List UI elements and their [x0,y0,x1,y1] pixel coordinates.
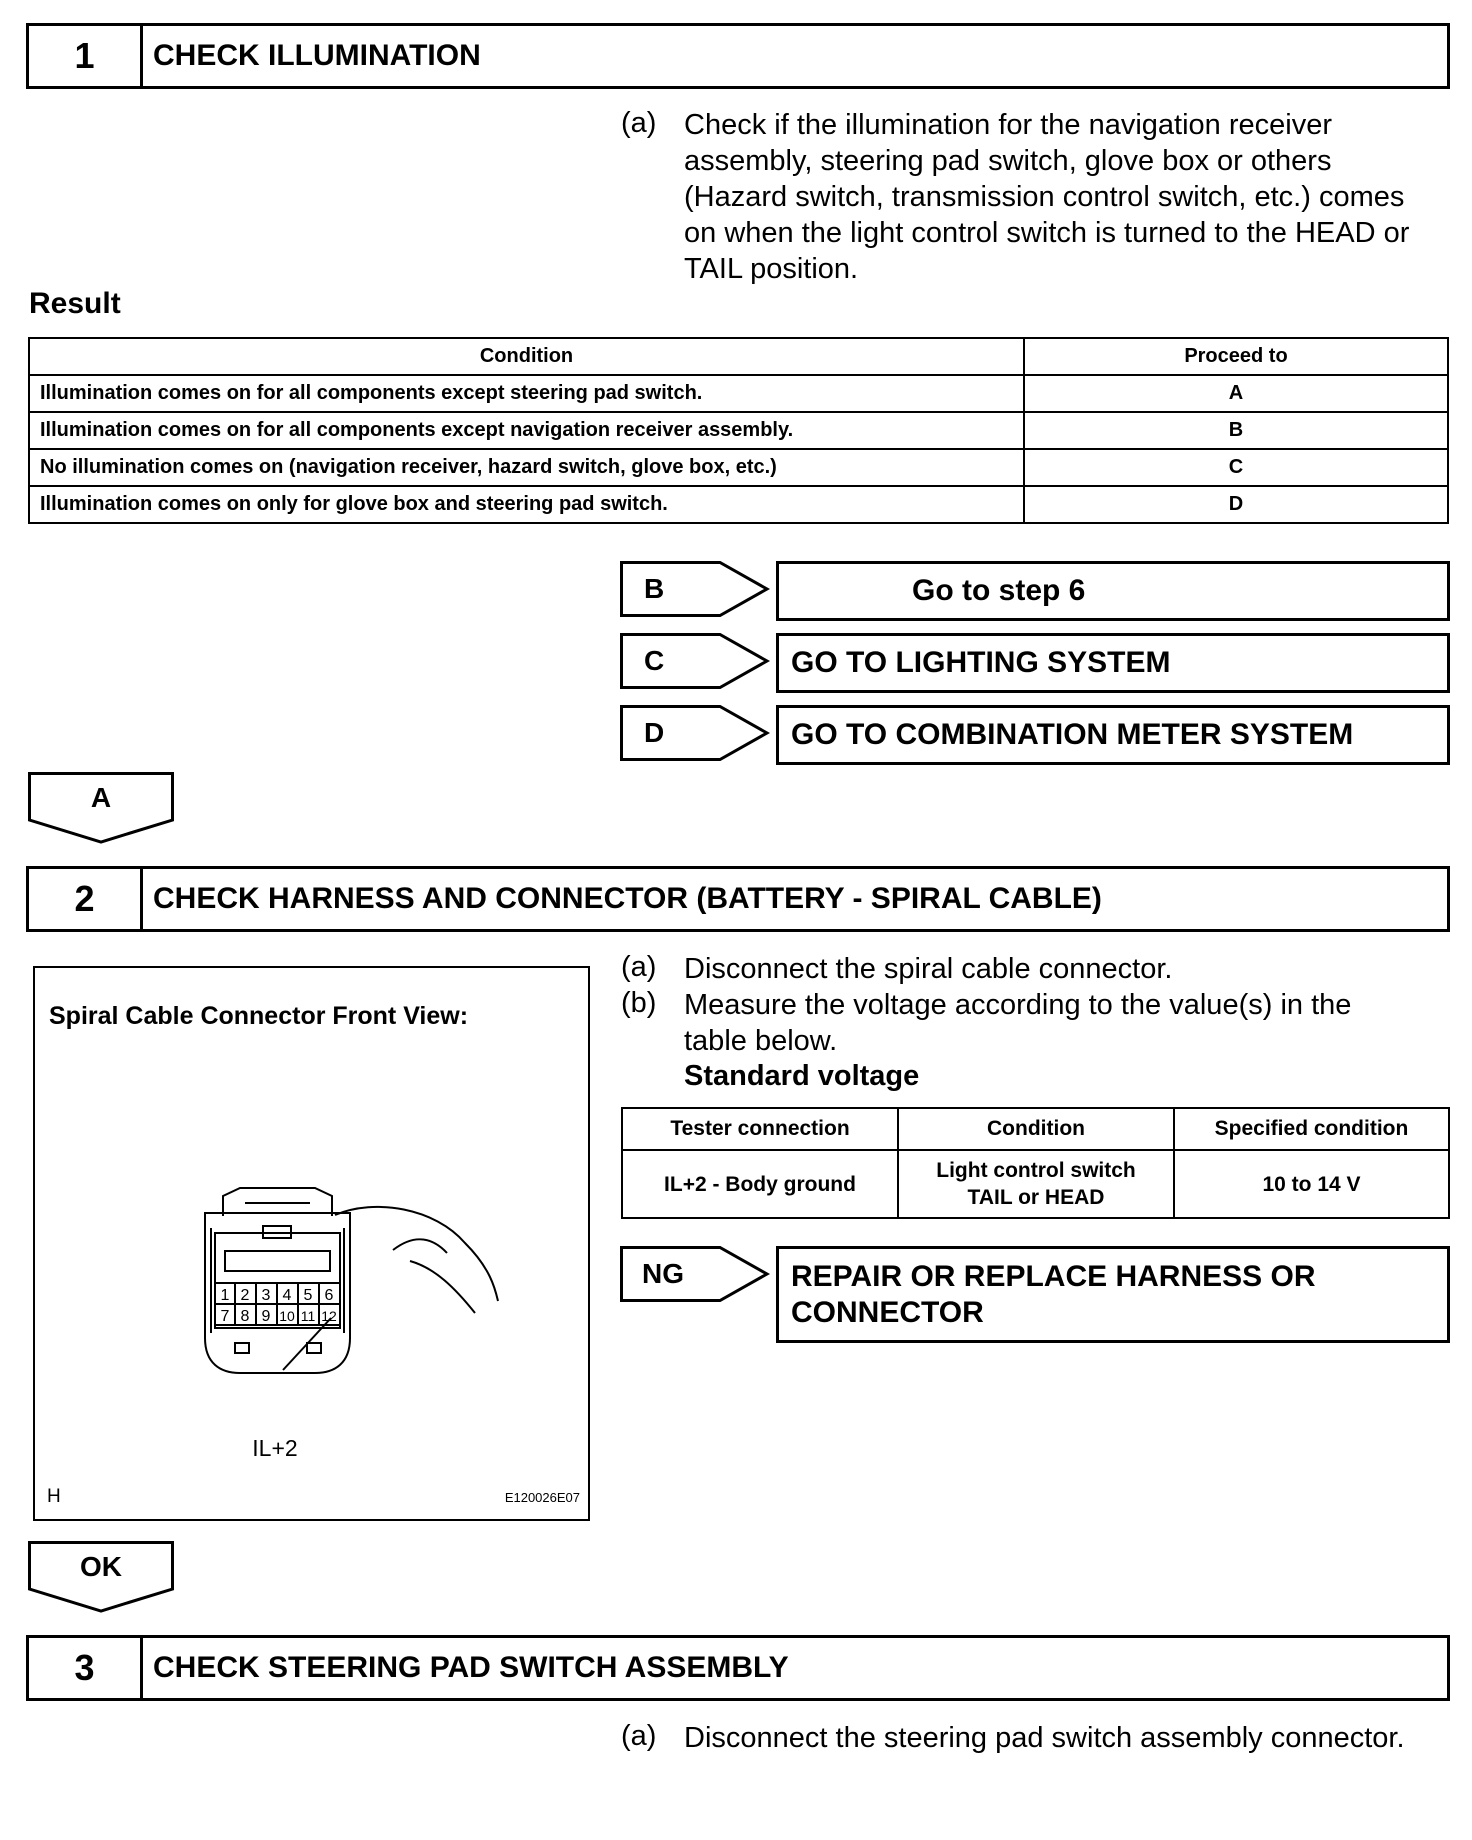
branch-tag-label: NG [642,1258,684,1289]
table-header-row [29,338,1448,375]
item-a-text: Disconnect the spiral cable connector. [684,953,1173,985]
specified-condition-cell: 10 to 14 V [1174,1150,1449,1218]
branch-destination-b[interactable] [776,561,1450,621]
pin-number: 2 [240,1287,250,1304]
branch-destination-label: GO TO LIGHTING SYSTEM [791,646,1171,679]
step-2-header [26,866,1450,932]
pin-number: 10 [279,1308,295,1324]
condition-cell: Illumination comes on for all components except steering pad switch. [29,375,1024,412]
pin-number: 12 [321,1308,337,1324]
step-number: 2 [29,869,143,929]
item-b-label: (b) [621,987,657,1019]
column-header: Proceed to [1024,338,1448,375]
condition-cell: No illumination comes on (navigation receiver, hazard switch, glove box, etc.) [29,449,1024,486]
branch-destination-c[interactable] [776,633,1450,693]
condition-line: TAIL or HEAD [967,1186,1105,1209]
pin-number: 7 [220,1308,230,1325]
branch-tag-label: C [644,645,665,676]
proceed-cell: B [1024,412,1448,449]
continue-tag-label: OK [80,1551,122,1582]
item-a-label: (a) [621,951,657,983]
branch-destination-label: Go to step 6 [912,574,1086,607]
pin-number: 8 [240,1308,250,1325]
step-title: CHECK STEERING PAD SWITCH ASSEMBLY [153,1651,789,1684]
branch-destination-ng[interactable] [776,1246,1450,1343]
continue-tag-label: A [90,782,112,813]
step-3-header [26,1635,1450,1701]
step-title: CHECK ILLUMINATION [153,39,481,72]
item-b-line: Measure the voltage according to the value(s) in the [684,989,1352,1021]
condition-cell: Illumination comes on only for glove box and steering pad switch. [29,486,1024,523]
spiral-cable-connector-drawing [35,968,588,1519]
item-a-line: TAIL position. [684,253,859,285]
branch-tag-label: D [644,717,665,748]
item-a-line: (Hazard switch, transmission control switch, etc.) comes [684,181,1405,213]
continue-tag-a [28,772,174,844]
result-heading: Result [29,287,121,320]
item-b-line: table below. [684,1025,838,1057]
table-row [29,449,1448,486]
table-row [29,375,1448,412]
branch-destination-d[interactable] [776,705,1450,765]
pin-number: 1 [220,1287,230,1304]
proceed-cell: A [1024,375,1448,412]
standard-voltage-heading: Standard voltage [684,1060,920,1092]
pin-number: 3 [261,1287,271,1304]
table-header-row [622,1108,1449,1150]
arrow-tag-shape [620,561,770,617]
proceed-cell: D [1024,486,1448,523]
result-table [28,337,1449,524]
continue-tag-ok [28,1541,174,1613]
item-b-text [684,987,1444,1059]
item-a-line: Check if the illumination for the navigation receiver [684,109,1332,141]
figure-title: Spiral Cable Connector Front View: [49,1002,469,1030]
condition-line: Light control switch [936,1159,1136,1182]
figure-id: E120026E07 [504,1490,580,1505]
column-header: Condition [898,1108,1174,1150]
pin-number: 6 [324,1287,334,1304]
pin-number: 11 [300,1308,316,1324]
destination-line: CONNECTOR [791,1296,984,1329]
item-a-text: Disconnect the steering pad switch assembly connector. [684,1722,1405,1754]
item-a-line: on when the light control switch is turned to the HEAD or [684,217,1410,249]
column-header: Specified condition [1174,1108,1449,1150]
step-number: 3 [29,1638,143,1698]
branch-tag-d [620,705,770,761]
branch-destination-label [791,1259,1316,1331]
pin-label: IL+2 [252,1435,298,1461]
proceed-cell: C [1024,449,1448,486]
table-row [622,1150,1449,1218]
destination-line: REPAIR OR REPLACE HARNESS OR [791,1260,1316,1293]
table-row [29,412,1448,449]
branch-tag-ng [620,1246,770,1302]
voltage-table [621,1107,1450,1219]
branch-tag-c [620,633,770,689]
tester-connection-cell: IL+2 - Body ground [622,1150,898,1218]
connector-figure [33,966,590,1521]
column-header: Tester connection [622,1108,898,1150]
figure-corner-label: H [47,1486,61,1507]
pin-number: 4 [282,1287,292,1304]
step-number: 1 [29,26,143,86]
column-header: Condition [29,338,1024,375]
pin-number: 9 [261,1308,271,1325]
condition-cell [898,1150,1174,1218]
branch-tag-b [620,561,770,617]
branch-tag-label: B [644,573,665,604]
step-1-header [26,23,1450,89]
arrow-tag-shape [620,705,770,761]
step-title: CHECK HARNESS AND CONNECTOR (BATTERY - SPIRAL CABLE) [153,882,1102,915]
arrow-tag-shape [620,633,770,689]
branch-destination-label: GO TO COMBINATION METER SYSTEM [791,718,1354,751]
pin-number: 5 [303,1287,313,1304]
condition-cell: Illumination comes on for all components except navigation receiver assembly. [29,412,1024,449]
table-row [29,486,1448,523]
item-a-label: (a) [621,1720,657,1752]
item-a-label: (a) [621,107,657,139]
item-a-text [684,107,1444,287]
item-a-line: assembly, steering pad switch, glove box or others [684,145,1332,177]
